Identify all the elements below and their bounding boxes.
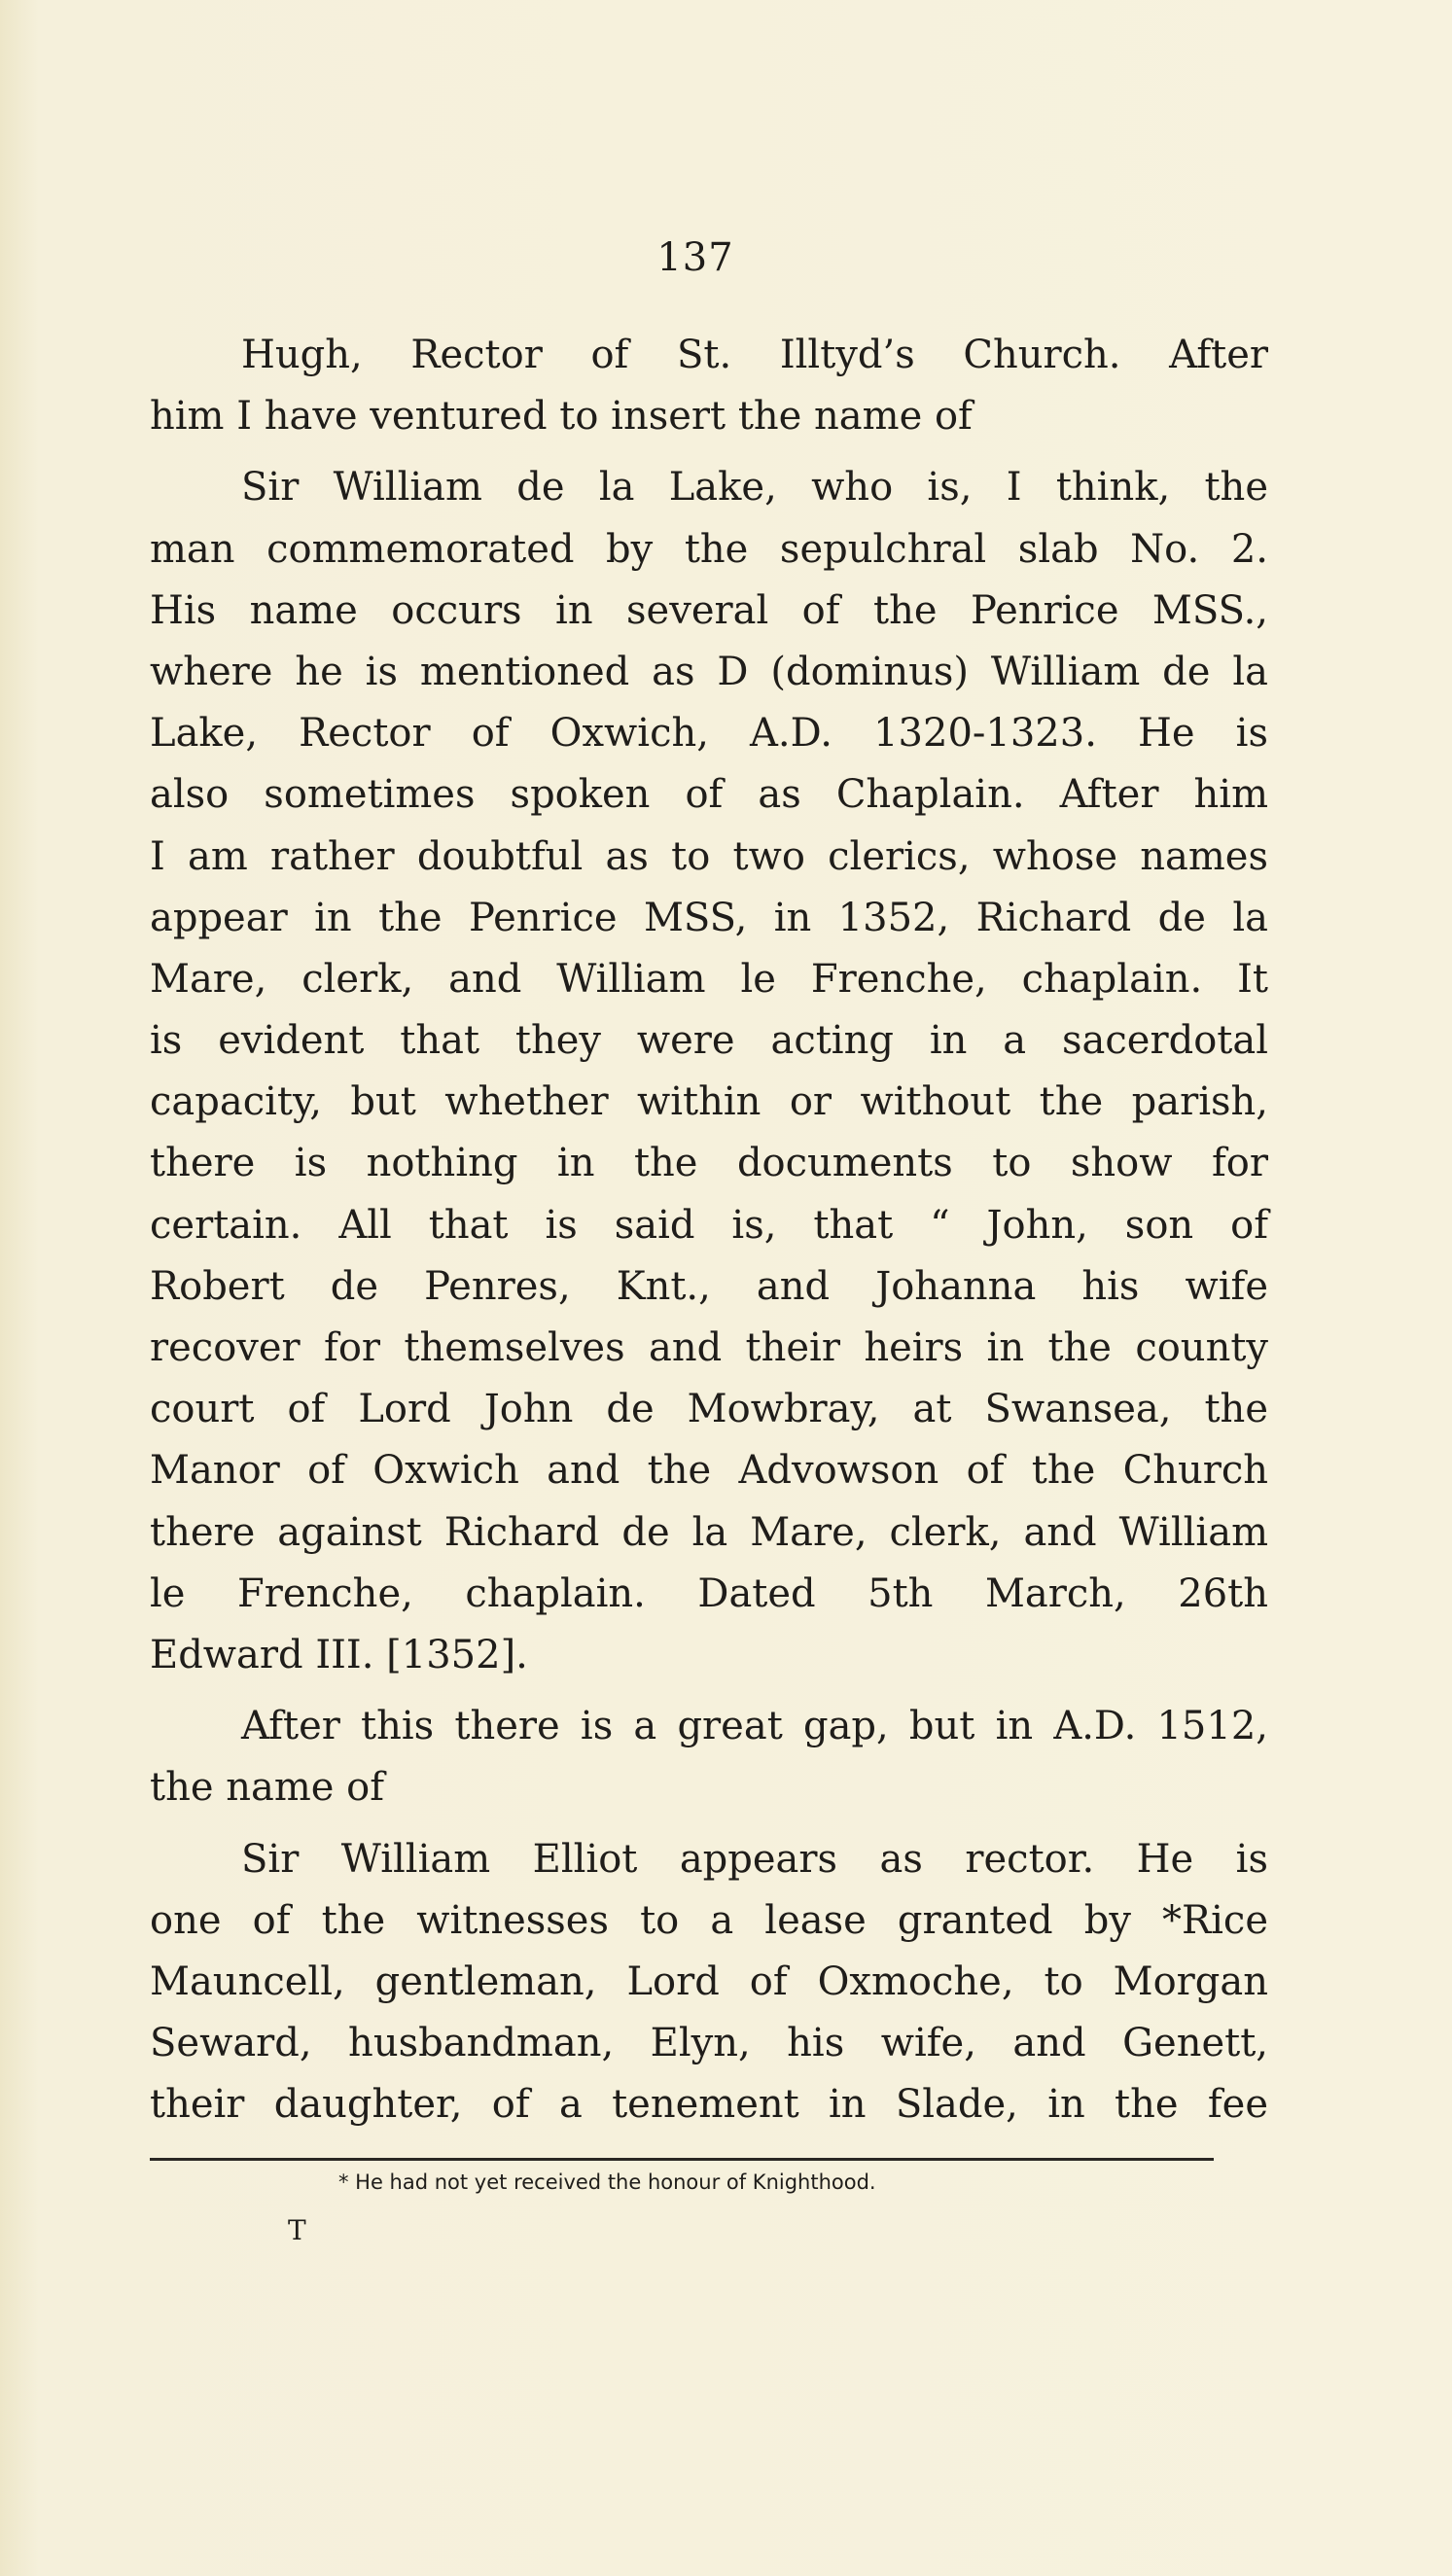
text-line: Robert de Penres, Knt., and Johanna his wife — [150, 1263, 1268, 1309]
text-line: certain. All that is said is, that “ John, son of — [150, 1202, 1268, 1248]
text-line: le Frenche, chaplain. Dated 5th March, 26th — [150, 1570, 1268, 1616]
signature-mark: T — [288, 2214, 306, 2246]
text-line: is evident that they were acting in a sacerdotal — [150, 1018, 1268, 1064]
text-line: His name occurs in several of the Penrice MSS., — [150, 587, 1268, 633]
text-line: I am rather doubtful as to two clerics, whose names — [150, 833, 1268, 879]
footnote: * He had not yet received the honour of Knighthood. — [338, 2170, 876, 2194]
text-line: Sir William de la Lake, who is, I think, the — [241, 465, 1268, 511]
text-line: there is nothing in the documents to show for — [150, 1141, 1268, 1186]
text-line: Edward III. [1352]. — [150, 1632, 528, 1677]
text-line: court of Lord John de Mowbray, at Swansea, the — [150, 1387, 1268, 1432]
text-line: there against Richard de la Mare, clerk, and William — [150, 1509, 1268, 1555]
text-line: After this there is a great gap, but in A.D. 1512, — [241, 1704, 1268, 1749]
text-line: recover for themselves and their heirs in the county — [150, 1325, 1268, 1370]
text-line: Mare, clerk, and William le Frenche, chaplain. It — [150, 956, 1268, 1002]
page-number: 137 — [656, 235, 734, 280]
text-line: capacity, but whether within or without the parish, — [150, 1079, 1268, 1125]
text-line: appear in the Penrice MSS, in 1352, Richard de la — [150, 895, 1268, 940]
text-line: Sir William Elliot appears as rector. He is — [241, 1836, 1268, 1882]
text-line: also sometimes spoken of as Chaplain. After him — [150, 772, 1268, 818]
body-text — [150, 325, 1268, 2135]
text-line: him I have ventured to insert the name of — [150, 394, 973, 440]
text-line: Manor of Oxwich and the Advowson of the Church — [150, 1448, 1268, 1494]
text-line: Seward, husbandman, Elyn, his wife, and Genett, — [150, 2021, 1268, 2066]
text-line: Mauncell, gentleman, Lord of Oxmoche, to Morgan — [150, 1958, 1268, 2004]
footnote-rule — [150, 2158, 1214, 2161]
text-line: man commemorated by the sepulchral slab No. 2. — [150, 526, 1268, 572]
text-line: their daughter, of a tenement in Slade, in the fee — [150, 2082, 1268, 2128]
text-line: the name of — [150, 1765, 385, 1811]
text-line: Lake, Rector of Oxwich, A.D. 1320-1323. He is — [150, 711, 1268, 757]
text-line: where he is mentioned as D (dominus) William de la — [150, 649, 1268, 694]
text-line: Hugh, Rector of St. Illtyd’s Church. After — [241, 333, 1268, 377]
text-line: one of the witnesses to a lease granted by *Rice — [150, 1897, 1268, 1943]
